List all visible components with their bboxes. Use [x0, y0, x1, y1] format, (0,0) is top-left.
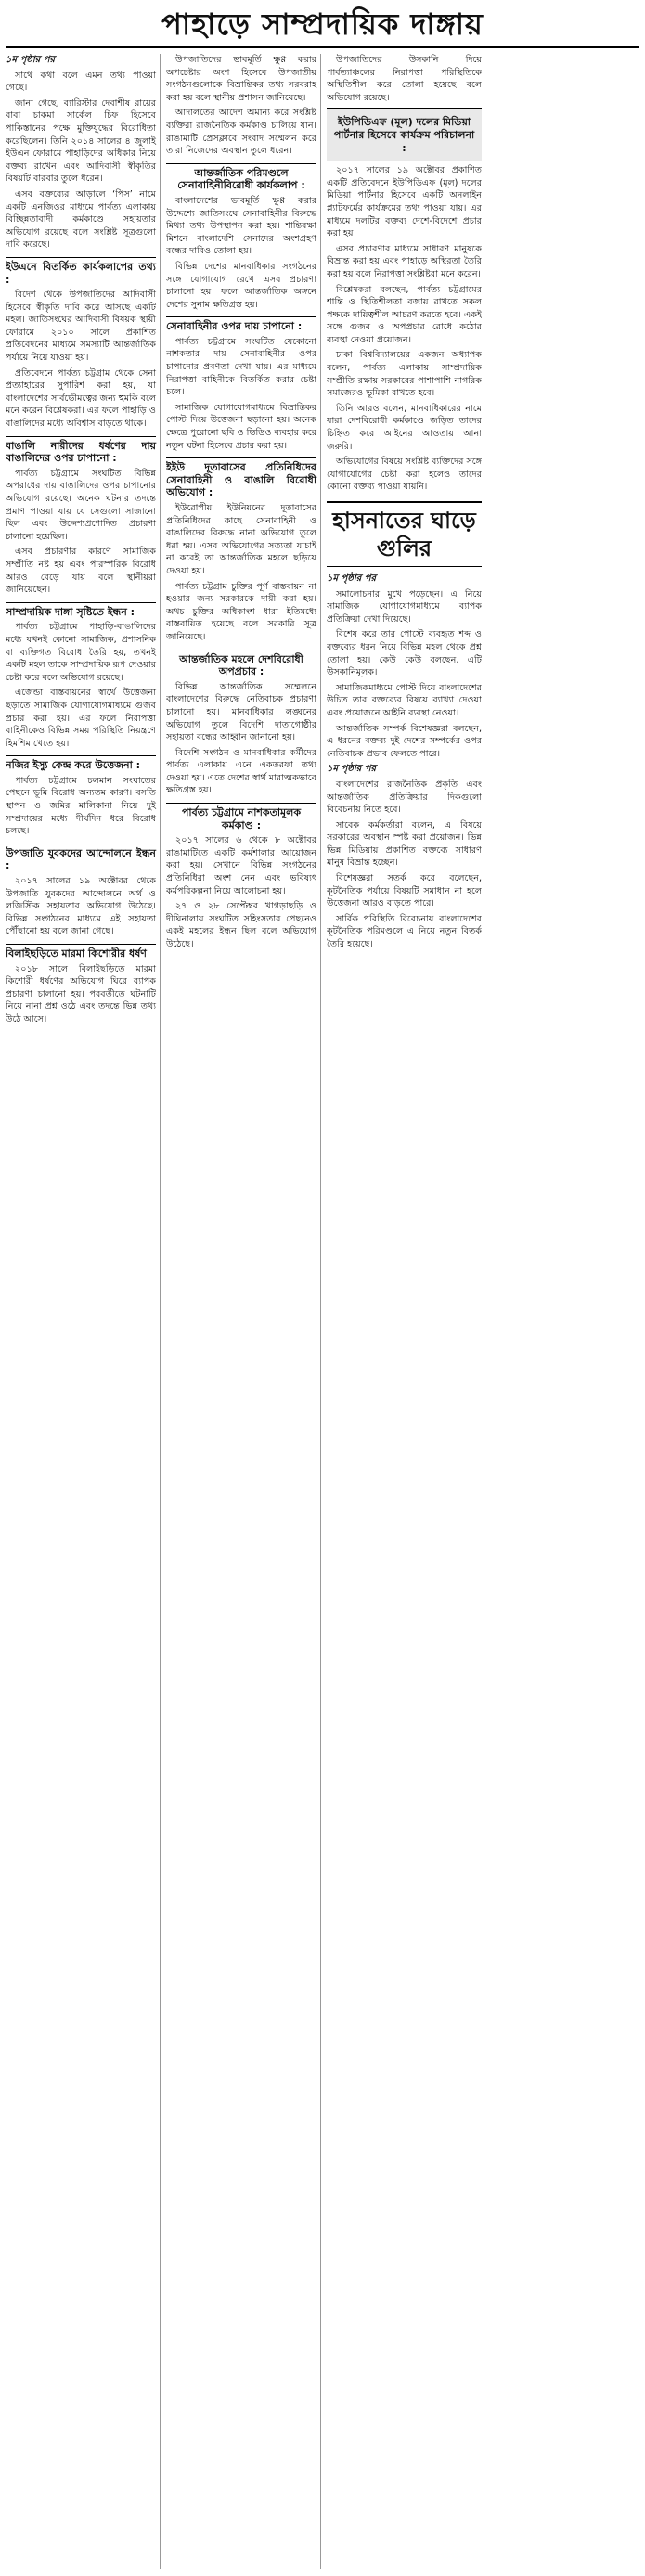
paragraph: পার্বত্য চট্টগ্রাম চুক্তির পূর্ণ বাস্তবায়ন না হওয়ার জন্য সরকারকে দায়ী করা হয়। অথচ চুক্তির অধিকাংশ ধারা ইতিমধ্যে বাস্তবায়িত হয়েছে বলে সরকারি সূত্র জানিয়েছে।	[166, 581, 316, 642]
paragraph: বিশেষ করে তার পোস্টে ব্যবহৃত শব্দ ও বক্তব্যের ধরন নিয়ে বিভিন্ন মহল থেকে প্রশ্ন তোলা হয়। কেউ কেউ বলছেন, এটি উসকানিমূলক।	[327, 629, 482, 678]
paragraph: প্রতিবেদনে পার্বত্য চট্টগ্রাম থেকে সেনা প্রত্যাহারের সুপারিশ করা হয়, যা বাংলাদেশের সার্বভৌমত্বের জন্য হুমকি বলে মনে করেন বিশ্লেষকরা। এর ফলে পাহাড়ি ও বাঙালিদের মধ্যে অবিশ্বাস বাড়তে থাকে।	[6, 367, 156, 430]
paragraph: সার্বিক পরিস্থিতি বিবেচনায় বাংলাদেশের কূটনৈতিক পরিমণ্ডলে এ নিয়ে নতুন বিতর্ক তৈরি হয়েছে।	[327, 913, 482, 950]
paragraph: পার্বত্য চট্টগ্রামে সংঘটিত বিভিন্ন অপরাধের দায় বাঙালিদের ওপর চাপানোর অভিযোগ রয়েছে। অনেক ঘটনার তদন্তে প্রমাণ পাওয়া যায় যে সেগুলো সাজানো ছিল এবং উদ্দেশ্যপ্রণোদিত প্রচারণা চালানো হয়েছিল।	[6, 468, 156, 542]
paragraph: বিশেষজ্ঞরা সতর্ক করে বলেছেন, কূটনৈতিক পর্যায়ে বিষয়টি সমাধান না হলে উত্তেজনা আরও বাড়তে পারে।	[327, 873, 482, 909]
page-headline: পাহাড়ে সাম্প্রদায়িক দাঙ্গায়	[6, 4, 639, 48]
second-article-headline: হাসনাতের ঘাড়ে গুলির	[327, 501, 482, 567]
paragraph: ইউরোপীয় ইউনিয়নের দূতাবাসের প্রতিনিধিদের কাছে সেনাবাহিনী ও বাঙালিদের বিরুদ্ধে নানা অভিযোগ তুলে ধরা হয়। এসব অভিযোগের সত্যতা যাচাই না করেই তা আন্তর্জাতিক মহলে ছড়িয়ে দেওয়া হয়।	[166, 503, 316, 576]
subheading: ইউএনে বিতর্কিত কার্যকলাপের তথ্য :	[6, 257, 156, 286]
paragraph: সাথে কথা বলে এমন তথ্য পাওয়া গেছে।	[6, 70, 156, 94]
highlight-box	[327, 108, 482, 161]
subheading: আন্তর্জাতিক মহলে দেশবিরোধী অপপ্রচার :	[166, 650, 316, 678]
paragraph: বিভিন্ন আন্তর্জাতিক সম্মেলনে বাংলাদেশের বিরুদ্ধে নেতিবাচক প্রচারণা চালানো হয়। মানবাধিকার লঙ্ঘনের অভিযোগ তুলে বিদেশি দাতাগোষ্ঠীর সহায়তা বন্ধের আহ্বান জানানো হয়।	[166, 681, 316, 743]
newspaper-page	[6, 4, 639, 2572]
continued-kicker: ১ম পৃষ্ঠার পর	[327, 573, 376, 584]
subheading: নজির ইস্যু কেন্দ্র করে উত্তেজনা :	[6, 755, 156, 772]
box-title: ইউপিডিএফ (মূল) দলের মিডিয়া পার্টনার হিসেবে কার্যক্রম পরিচালনা :	[333, 116, 475, 154]
paragraph: আদালতের আদেশ অমান্য করে সংশ্লিষ্ট ব্যক্তিরা রাজনৈতিক কর্মকাণ্ড চালিয়ে যান। রাঙামাটি প্রেসক্লাবে সংবাদ সম্মেলন করে তারা নিজেদের অবস্থান তুলে ধরেন।	[166, 108, 316, 157]
paragraph: উপজাতিদের উসকানি দিয়ে পার্বত্যাঞ্চলের নিরাপত্তা পরিস্থিতিকে অস্থিতিশীল করে তোলা হয়েছে বলে অভিযোগ রয়েছে।	[327, 55, 482, 103]
subheading: ইইউ দূতাবাসের প্রতিনিধিদের সেনাবাহিনী ও বাঙালি বিরোধী অভিযোগ :	[166, 457, 316, 499]
subheading: পার্বত্য চট্টগ্রামে নাশকতামূলক কর্মকাণ্ড :	[166, 803, 316, 831]
paragraph: সামাজিকমাধ্যমে পোস্ট দিয়ে বাংলাদেশের উচিত তার বক্তব্যের বিষয়ে ব্যাখ্যা দেওয়া এবং প্রয়োজনে আইনি ব্যবস্থা নেওয়া।	[327, 682, 482, 718]
paragraph: এজেন্ডা বাস্তবায়নের স্বার্থে উত্তেজনা ছড়াতে সামাজিক যোগাযোগমাধ্যমে গুজব প্রচার করা হয়। এর ফলে নিরাপত্তা বাহিনীকেও বিভিন্ন সময় পরিস্থিতি নিয়ন্ত্রণে হিমশিম খেতে হয়।	[6, 688, 156, 749]
paragraph: সামাজিক যোগাযোগমাধ্যমে বিভ্রান্তিকর পোস্ট দিয়ে উত্তেজনা ছড়ানো হয়। অনেক ক্ষেত্রে পুরোনো ছবি ও ভিডিও ব্যবহার করে নতুন ঘটনা হিসেবে প্রচার করা হয়।	[166, 402, 316, 451]
paragraph: সাবেক কর্মকর্তারা বলেন, এ বিষয়ে সরকারের অবস্থান স্পষ্ট করা প্রয়োজন। ভিন্ন ভিন্ন মিডিয়ায় প্রকাশিত বক্তব্যে সাধারণ মানুষ বিভ্রান্ত হচ্ছেন।	[327, 819, 482, 869]
column-2	[166, 54, 321, 2569]
paragraph: ঢাকা বিশ্ববিদ্যালয়ের একজন অধ্যাপক বলেন, পার্বত্য এলাকায় সাম্প্রদায়িক সম্প্রীতি রক্ষায় সরকারের পাশাপাশি নাগরিক সমাজেরও ভূমিকা রাখতে হবে।	[327, 350, 482, 399]
paragraph: পার্বত্য চট্টগ্রামে পাহাড়ি-বাঙালিদের মধ্যে যখনই কোনো সামাজিক, প্রশাসনিক বা ব্যক্তিগত বিরোধ তৈরি হয়, তখনই একটি মহল তাকে সাম্প্রদায়িক রূপ দেওয়ার চেষ্টা করে বলে অভিযোগ রয়েছে।	[6, 622, 156, 683]
paragraph: পার্বত্য চট্টগ্রামে সংঘটিত যেকোনো নাশকতার দায় সেনাবাহিনীর ওপর চাপানোর প্রবণতা দেখা যায়। এর মাধ্যমে নিরাপত্তা বাহিনীকে বিতর্কিত করার চেষ্টা চলে।	[166, 336, 316, 398]
paragraph: জানা গেছে, ব্যারিস্টার দেবাশীষ রায়ের বাবা চাকমা সার্কেল চিফ হিসেবে পাকিস্তানের পক্ষে মুক্তিযুদ্ধের বিরোধিতা করেছিলেন। তিনি ২০১৪ সালের ৪ জুলাই ইউএন ফোরামে পাহাড়িদের অধিকার নিয়ে বক্তব্য রাখেন এবং আদিবাসী স্বীকৃতির বিষয়টি বারবার তুলে ধরেন।	[6, 97, 156, 185]
continued-kicker: ১ম পৃষ্ঠার পর	[6, 55, 55, 65]
paragraph: এসব প্রচারণার কারণে সামাজিক সম্প্রীতি নষ্ট হয় এবং পারস্পরিক বিরোধ আরও বেড়ে যায় বলে স্থানীয়রা জানিয়েছেন।	[6, 547, 156, 596]
subheading: সেনাবাহিনীর ওপর দায় চাপানো :	[166, 316, 316, 333]
paragraph: বিদেশ থেকে উপজাতিদের আদিবাসী হিসেবে স্বীকৃতি দাবি করে আসছে একটি মহল। জাতিসংঘের আদিবাসী বিষয়ক স্থায়ী ফোরামে ২০১০ সালে প্রকাশিত প্রতিবেদনের মাধ্যমে সমস্যাটি আন্তর্জাতিক পর্যায়ে নিয়ে যাওয়া হয়।	[6, 290, 156, 364]
paragraph: ২৭ ও ২৮ সেপ্টেম্বর খাগড়াছড়ি ও দীঘিনালায় সংঘটিত সহিংসতার পেছনেও একই মহলের ইন্ধন ছিল বলে অভিযোগ উঠেছে।	[166, 901, 316, 949]
subheading: আন্তর্জাতিক পরিমণ্ডলে সেনাবাহিনীবিরোধী কার্যকলাপ :	[166, 163, 316, 192]
paragraph: বাংলাদেশের রাজনৈতিক প্রকৃতি এবং আন্তর্জাতিক প্রতিক্রিয়ার দিকগুলো বিবেচনায় নিতে হবে।	[327, 779, 482, 816]
subheading: বাঙালি নারীদের ধর্ষণের দায় বাঙালিদের ওপর চাপানো :	[6, 436, 156, 465]
paragraph: আন্তর্জাতিক সম্পর্ক বিশেষজ্ঞরা বলছেন, এ ধরনের বক্তব্য দুই দেশের সম্পর্কের ওপর নেতিবাচক প্রভাব ফেলতে পারে।	[327, 723, 482, 759]
paragraph: অভিযোগের বিষয়ে সংশ্লিষ্ট ব্যক্তিদের সঙ্গে যোগাযোগের চেষ্টা করা হলেও তাদের কোনো বক্তব্য পাওয়া যায়নি।	[327, 457, 482, 493]
paragraph: তিনি আরও বলেন, মানবাধিকারের নামে যারা দেশবিরোধী কর্মকাণ্ডে জড়িত তাদের চিহ্নিত করে আইনের আওতায় আনা জরুরি।	[327, 403, 482, 452]
paragraph: ২০১৮ সালে বিলাইছড়িতে মারমা কিশোরী ধর্ষণের অভিযোগ ঘিরে ব্যাপক প্রচারণা চালানো হয়। পরবর্তীতে ঘটনাটি নিয়ে নানা প্রশ্ন ওঠে এবং তদন্তে ভিন্ন তথ্য উঠে আসে।	[6, 963, 156, 1024]
paragraph: সমালোচনার মুখে পড়েছেন। এ নিয়ে সামাজিক যোগাযোগমাধ্যমে ব্যাপক প্রতিক্রিয়া দেখা দিয়েছে।	[327, 588, 482, 625]
paragraph: বিভিন্ন দেশের মানবাধিকার সংগঠনের সঙ্গে যোগাযোগ রেখে এসব প্রচারণা চালানো হয়। ফলে আন্তর্জাতিক অঙ্গনে দেশের সুনাম ক্ষতিগ্রস্ত হয়।	[166, 261, 316, 310]
subheading: সাম্প্রদায়িক দাঙ্গা সৃষ্টিতে ইন্ধন :	[6, 602, 156, 619]
paragraph: বাংলাদেশের ভাবমূর্তি ক্ষুণ্ণ করার উদ্দেশ্যে জাতিসংঘে সেনাবাহিনীর বিরুদ্ধে মিথ্যা তথ্য উপস্থাপন করা হয়। শান্তিরক্ষা মিশনে বাংলাদেশি সেনাদের অংশগ্রহণ বন্ধের দাবিও তোলা হয়।	[166, 195, 316, 257]
subheading: উপজাতি যুবকদের আন্দোলনে ইন্ধন :	[6, 844, 156, 872]
paragraph: উপজাতিদের ভাবমূর্তি ক্ষুণ্ণ করার অপচেষ্টার অংশ হিসেবে উপজাতীয় সংগঠনগুলোকে বিভ্রান্তিকর তথ্য সরবরাহ করা হয় বলে স্থানীয় প্রশাসন জানিয়েছে।	[166, 55, 316, 103]
paragraph: পার্বত্য চট্টগ্রামে চলমান সংঘাতের পেছনে ভূমি বিরোধ অন্যতম কারণ। বসতি স্থাপন ও জমির মালিকানা নিয়ে দুই সম্প্রদায়ের মধ্যে দীর্ঘদিন ধরে বিরোধ চলছে।	[6, 775, 156, 837]
article-columns	[6, 54, 639, 2569]
paragraph: এসব প্রচারণার মাধ্যমে সাধারণ মানুষকে বিভ্রান্ত করা হয় এবং পাহাড়ে অস্থিরতা তৈরি করা হয় বলে নিরাপত্তা সংশ্লিষ্টরা মনে করেন।	[327, 243, 482, 279]
column-1	[6, 54, 161, 2569]
subheading: বিলাইছড়িতে মারমা কিশোরীর ধর্ষণ	[6, 944, 156, 960]
paragraph: বিদেশি সংগঠন ও মানবাধিকার কর্মীদের পার্বত্য এলাকায় এনে একতরফা তথ্য দেওয়া হয়। এতে দেশের স্বার্থ মারাত্মকভাবে ক্ষতিগ্রস্ত হয়।	[166, 747, 316, 796]
column-3	[327, 54, 482, 2569]
paragraph: ২০১৭ সালের ৬ থেকে ৮ অক্টোবর রাঙামাটিতে একটি কর্মশালার আয়োজন করা হয়। সেখানে বিভিন্ন সংগঠনের প্রতিনিধিরা অংশ নেন এবং ভবিষ্যৎ কর্মপরিকল্পনা নিয়ে আলোচনা হয়।	[166, 835, 316, 896]
paragraph: ২০১৭ সালের ১৯ অক্টোবর থেকে উপজাতি যুবকদের আন্দোলনে অর্থ ও লজিস্টিক সহায়তার অভিযোগ উঠেছে। বিভিন্ন সংগঠনের মাধ্যমে এই সহায়তা পৌঁছানো হয় বলে জানা গেছে।	[6, 876, 156, 937]
continued-kicker: ১ম পৃষ্ঠার পর	[327, 764, 376, 775]
paragraph: ২০১৭ সালের ১৯ অক্টোবর প্রকাশিত একটি প্রতিবেদনে ইউপিডিএফ (মূল) দলের মিডিয়া পার্টনার হিসেবে একটি অনলাইন প্ল্যাটফর্মের কার্যক্রমের তথ্য পাওয়া যায়। এর মাধ্যমে দলটির বক্তব্য দেশে-বিদেশে প্রচার করা হয়।	[327, 165, 482, 239]
paragraph: বিশ্লেষকরা বলছেন, পার্বত্য চট্টগ্রামের শান্তি ও স্থিতিশীলতা বজায় রাখতে সকল পক্ষকে দায়িত্বশীল আচরণ করতে হবে। একই সঙ্গে গুজব ও অপপ্রচার রোধে কঠোর ব্যবস্থা নেওয়া প্রয়োজন।	[327, 284, 482, 345]
paragraph: এসব বক্তব্যের আড়ালে ‘পিস’ নামে একটি এনজিওর মাধ্যমে পার্বত্য এলাকায় বিচ্ছিন্নতাবাদী কর্মকাণ্ডে সহায়তার অভিযোগ রয়েছে বলে সংশ্লিষ্ট সূত্রগুলো দাবি করেছে।	[6, 188, 156, 251]
